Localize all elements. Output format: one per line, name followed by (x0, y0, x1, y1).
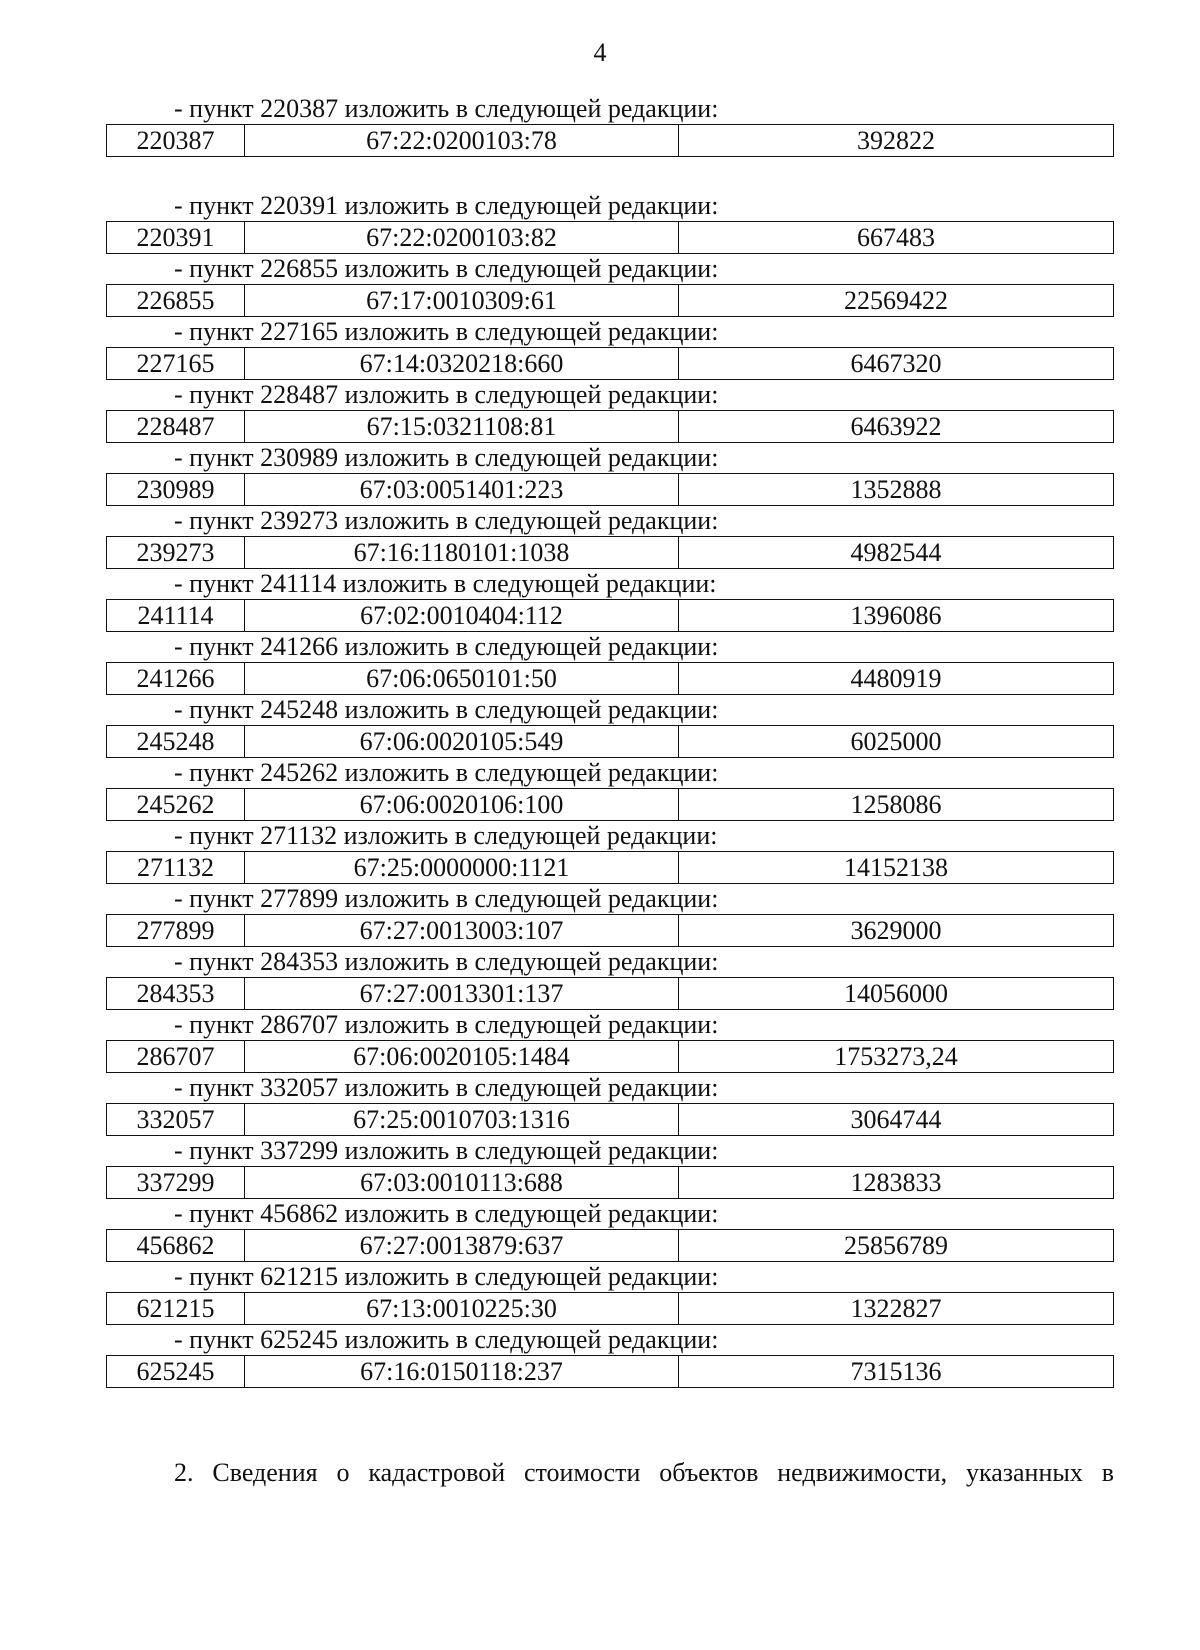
entry-220391 (106, 191, 1114, 254)
cadastral-value-cell: 392822 (857, 126, 935, 155)
cadastral-value-cell: 6463922 (850, 412, 942, 441)
table-row (106, 851, 1114, 884)
item-number-cell: 220391 (107, 222, 245, 253)
cadastral-value-cell: 3629000 (850, 916, 942, 945)
cadastral-number-cell: 67:13:0010225:30 (245, 1293, 679, 1324)
item-number-cell: 241266 (107, 663, 245, 694)
table-row (106, 347, 1114, 380)
entry-caption: - пункт 245248 изложить в следующей редакции: (174, 695, 719, 724)
cadastral-value-cell: 14152138 (844, 853, 948, 882)
table-row (106, 410, 1114, 443)
entry-caption: - пункт 625245 изложить в следующей редакции: (174, 1325, 719, 1354)
cadastral-value-cell: 4480919 (850, 664, 942, 693)
entry-caption: - пункт 271132 изложить в следующей редакции: (174, 821, 718, 850)
cadastral-number-cell: 67:02:0010404:112 (245, 600, 679, 631)
cadastral-number-cell: 67:06:0020106:100 (245, 789, 679, 820)
cadastral-number-cell: 67:22:0200103:82 (245, 222, 679, 253)
table-row (106, 536, 1114, 569)
item-number-cell: 227165 (107, 348, 245, 379)
cadastral-number-cell: 67:22:0200103:78 (245, 125, 679, 156)
entry-caption: - пункт 241114 изложить в следующей редакции: (174, 569, 717, 598)
entry-caption: - пункт 245262 изложить в следующей редакции: (174, 758, 719, 787)
entry-332057 (106, 1073, 1114, 1136)
entry-621215 (106, 1262, 1114, 1325)
cadastral-value-cell: 6467320 (850, 349, 942, 378)
table-row (106, 788, 1114, 821)
item-number-cell: 241114 (107, 600, 245, 631)
item-number-cell: 226855 (107, 285, 245, 316)
cadastral-number-cell: 67:06:0020105:1484 (245, 1041, 679, 1072)
cadastral-value-cell: 1396086 (850, 601, 942, 630)
entry-caption: - пункт 277899 изложить в следующей редакции: (174, 884, 719, 913)
item-number-cell: 284353 (107, 978, 245, 1009)
table-row (106, 599, 1114, 632)
cadastral-number-cell: 67:25:0010703:1316 (245, 1104, 679, 1135)
table-row (106, 473, 1114, 506)
entry-caption: - пункт 456862 изложить в следующей редакции: (174, 1199, 719, 1228)
cadastral-number-cell: 67:17:0010309:61 (245, 285, 679, 316)
item-number-cell: 245248 (107, 726, 245, 757)
table-row (106, 662, 1114, 695)
entry-caption: - пункт 228487 изложить в следующей редакции: (174, 380, 719, 409)
cadastral-number-cell: 67:27:0013879:637 (245, 1230, 679, 1261)
entry-caption: - пункт 227165 изложить в следующей редакции: (174, 317, 719, 346)
entry-caption: - пункт 220387 изложить в следующей редакции: (174, 94, 719, 123)
cadastral-number-cell: 67:27:0013301:137 (245, 978, 679, 1009)
entry-caption: - пункт 241266 изложить в следующей редакции: (174, 632, 719, 661)
table-row (106, 1103, 1114, 1136)
entry-241266 (106, 632, 1114, 695)
table-row (106, 1355, 1114, 1388)
entry-230989 (106, 443, 1114, 506)
item-number-cell: 220387 (107, 125, 245, 156)
cadastral-number-cell: 67:03:0010113:688 (245, 1167, 679, 1198)
cadastral-value-cell: 1753273,24 (834, 1042, 958, 1071)
entry-caption: - пункт 286707 изложить в следующей редакции: (174, 1010, 719, 1039)
table-row (106, 221, 1114, 254)
cadastral-number-cell: 67:06:0650101:50 (245, 663, 679, 694)
cadastral-number-cell: 67:27:0013003:107 (245, 915, 679, 946)
item-number-cell: 228487 (107, 411, 245, 442)
body-paragraph: 2. Сведения о кадастровой стоимости объектов недвижимости, указанных в (174, 1458, 1114, 1487)
cadastral-value-cell: 6025000 (850, 727, 942, 756)
cadastral-number-cell: 67:16:0150118:237 (245, 1356, 679, 1387)
cadastral-value-cell: 1283833 (850, 1168, 942, 1197)
cadastral-value-cell: 667483 (857, 223, 935, 252)
cadastral-value-cell: 22569422 (844, 286, 948, 315)
entry-caption: - пункт 226855 изложить в следующей редакции: (174, 254, 719, 283)
entry-245248 (106, 695, 1114, 758)
entry-caption: - пункт 220391 изложить в следующей редакции: (174, 191, 719, 220)
item-number-cell: 337299 (107, 1167, 245, 1198)
entry-271132 (106, 821, 1114, 884)
entry-caption: - пункт 239273 изложить в следующей редакции: (174, 506, 719, 535)
entry-caption: - пункт 337299 изложить в следующей редакции: (174, 1136, 719, 1165)
entry-caption: - пункт 332057 изложить в следующей редакции: (174, 1073, 719, 1102)
entry-284353 (106, 947, 1114, 1010)
item-number-cell: 625245 (107, 1356, 245, 1387)
entry-228487 (106, 380, 1114, 443)
entry-625245 (106, 1325, 1114, 1388)
cadastral-value-cell: 3064744 (850, 1105, 942, 1134)
cadastral-number-cell: 67:06:0020105:549 (245, 726, 679, 757)
cadastral-value-cell: 1322827 (850, 1294, 942, 1323)
entry-241114 (106, 569, 1114, 632)
table-row (106, 284, 1114, 317)
entry-286707 (106, 1010, 1114, 1073)
entry-239273 (106, 506, 1114, 569)
item-number-cell: 245262 (107, 789, 245, 820)
entry-caption: - пункт 621215 изложить в следующей редакции: (174, 1262, 719, 1291)
cadastral-number-cell: 67:15:0321108:81 (245, 411, 679, 442)
cadastral-value-cell: 14056000 (844, 979, 948, 1008)
table-row (106, 1040, 1114, 1073)
item-number-cell: 230989 (107, 474, 245, 505)
table-row (106, 914, 1114, 947)
cadastral-number-cell: 67:16:1180101:1038 (245, 537, 679, 568)
cadastral-value-cell: 7315136 (850, 1357, 942, 1386)
cadastral-value-cell: 1258086 (850, 790, 942, 819)
item-number-cell: 239273 (107, 537, 245, 568)
item-number-cell: 332057 (107, 1104, 245, 1135)
amendment-list (106, 94, 1114, 1388)
entry-226855 (106, 254, 1114, 317)
table-row (106, 725, 1114, 758)
cadastral-value-cell: 4982544 (850, 538, 942, 567)
item-number-cell: 456862 (107, 1230, 245, 1261)
item-number-cell: 286707 (107, 1041, 245, 1072)
table-row (106, 1292, 1114, 1325)
item-number-cell: 277899 (107, 915, 245, 946)
cadastral-number-cell: 67:03:0051401:223 (245, 474, 679, 505)
entry-245262 (106, 758, 1114, 821)
item-number-cell: 271132 (107, 852, 245, 883)
entry-caption: - пункт 284353 изложить в следующей редакции: (174, 947, 719, 976)
table-row (106, 1229, 1114, 1262)
cadastral-number-cell: 67:25:0000000:1121 (245, 852, 679, 883)
table-row (106, 124, 1114, 157)
entry-220387 (106, 94, 1114, 157)
cadastral-value-cell: 1352888 (850, 475, 942, 504)
table-row (106, 1166, 1114, 1199)
page-number: 4 (593, 38, 607, 67)
item-number-cell: 621215 (107, 1293, 245, 1324)
entry-227165 (106, 317, 1114, 380)
cadastral-value-cell: 25856789 (844, 1231, 948, 1260)
entry-337299 (106, 1136, 1114, 1199)
entry-277899 (106, 884, 1114, 947)
entry-caption: - пункт 230989 изложить в следующей редакции: (174, 443, 719, 472)
entry-456862 (106, 1199, 1114, 1262)
cadastral-number-cell: 67:14:0320218:660 (245, 348, 679, 379)
table-row (106, 977, 1114, 1010)
